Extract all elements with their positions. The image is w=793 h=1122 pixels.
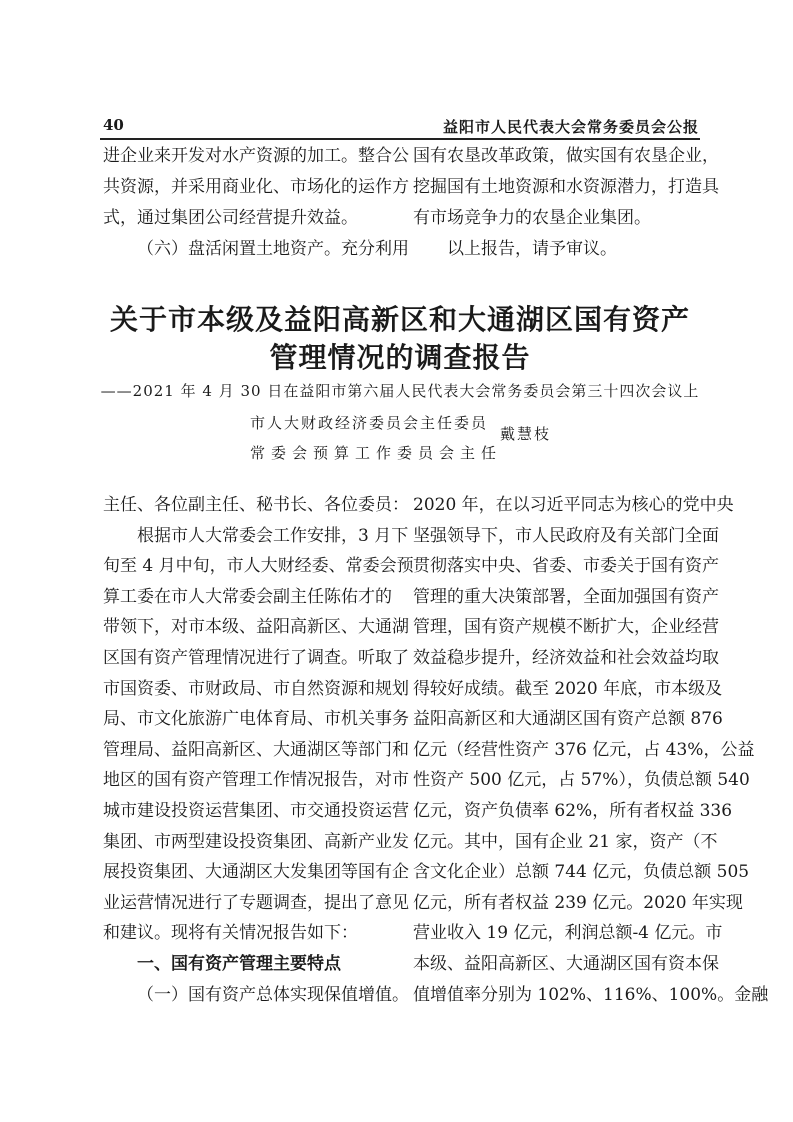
text-line: 管理的重大决策部署，全面加强国有资产 <box>413 586 719 607</box>
text-line: 亿元（经营性资产 376 亿元，占 43%，公益 <box>413 739 755 760</box>
text-line: 本级、益阳高新区、大通湖区国有资本保 <box>413 953 719 974</box>
running-header <box>103 116 699 138</box>
text-line: 值增值率分别为 102%、116%、100%。金融 <box>413 984 769 1005</box>
text-line: 2020 年，在以习近平同志为核心的党中央 <box>413 495 734 515</box>
section-heading: 一、国有资产管理主要特点 <box>137 953 341 974</box>
article-title-line2: 管理情况的调查报告 <box>269 341 531 374</box>
author-position: 市人大财政经济委员会主任委员 <box>250 414 489 432</box>
top-right-column <box>413 141 719 265</box>
text-line: 营业收入 19 亿元，利润总额-4 亿元。市 <box>413 923 723 944</box>
text-line: 城市建设投资运营集团、市交通投资运营 <box>103 800 409 821</box>
text-line: 进企业来开发对水产资源的加工。整合公 <box>103 146 409 166</box>
text-line: 集团、市两型建设投资集团、高新产业发 <box>103 831 409 852</box>
text-line: 带领下，对市本级、益阳高新区、大通湖 <box>103 617 409 638</box>
page-number: 40 <box>103 116 124 134</box>
header-rule <box>100 138 700 140</box>
author-positions <box>250 408 502 468</box>
text-line: 得较好成绩。截至 2020 年底，市本级及 <box>413 678 723 699</box>
text-line: 共资源，并采用商业化、市场化的运作方 <box>103 177 409 197</box>
text-line: 贯彻落实中央、省委、市委关于国有资产 <box>413 556 719 577</box>
top-left-column <box>103 141 409 265</box>
text-line: 展投资集团、大通湖区大发集团等国有企 <box>103 862 409 883</box>
text-line: 效益稳步提升，经济效益和社会效益均取 <box>413 647 719 668</box>
article-title-line1: 关于市本级及益阳高新区和大通湖区国有资产 <box>109 303 690 336</box>
text-line: 亿元。其中，国有企业 21 家，资产（不 <box>413 831 718 852</box>
text-line: （一）国有资产总体实现保值增值。 <box>137 984 409 1005</box>
text-line: 地区的国有资产管理工作情况报告，对市 <box>103 770 409 791</box>
text-line: 式，通过集团公司经营提升效益。 <box>103 208 358 228</box>
text-line: 以上报告，请予审议。 <box>447 239 617 259</box>
text-line: 市国资委、市财政局、市自然资源和规划 <box>103 678 409 699</box>
text-line: 旬至 4 月中旬，市人大财经委、常委会预 <box>103 556 414 577</box>
text-line: 主任、各位副主任、秘书长、各位委员： <box>103 495 409 515</box>
text-line: 亿元，所有者权益 239 亿元。2020 年实现 <box>413 892 743 913</box>
text-line: （六）盘活闲置土地资产。充分利用 <box>137 239 409 259</box>
author-position: 常委会预算工作委员会主任 <box>250 444 503 462</box>
text-line: 根据市人大常委会工作安排，3 月下 <box>137 525 409 546</box>
text-line: 益阳高新区和大通湖区国有资产总额 876 <box>413 709 723 730</box>
article-subtitle: ——2021 年 4 月 30 日在益阳市第六届人民代表大会常务委员会第三十四次会议上 <box>100 382 700 400</box>
body-left-column <box>103 490 414 1010</box>
text-line: 坚强领导下，市人民政府及有关部门全面 <box>413 525 719 546</box>
journal-title: 益阳市人民代表大会常务委员会公报 <box>442 118 699 136</box>
text-line: 性资产 500 亿元，占 57%），负债总额 540 <box>413 770 750 791</box>
text-line: 管理，国有资产规模不断扩大，企业经营 <box>413 617 719 638</box>
text-line: 局、市文化旅游广电体育局、市机关事务 <box>103 709 409 730</box>
text-line: 管理局、益阳高新区、大通湖区等部门和 <box>103 739 409 760</box>
text-line: 挖掘国有土地资源和水资源潜力，打造具 <box>413 177 719 197</box>
author-name: 戴慧枝 <box>500 425 552 443</box>
text-line: 区国有资产管理情况进行了调查。听取了 <box>103 647 409 668</box>
text-line: 有市场竞争力的农垦企业集团。 <box>413 208 651 228</box>
text-line: 算工委在市人大常委会副主任陈佑才的 <box>103 586 392 607</box>
text-line: 业运营情况进行了专题调查，提出了意见 <box>103 892 409 913</box>
body-right-column <box>413 490 769 1010</box>
text-line: 国有农垦改革政策，做实国有农垦企业， <box>413 146 719 166</box>
text-line: 亿元，资产负债率 62%，所有者权益 336 <box>413 800 733 821</box>
text-line: 含文化企业）总额 744 亿元，负债总额 505 <box>413 862 750 883</box>
text-line: 和建议。现将有关情况报告如下： <box>103 923 358 944</box>
